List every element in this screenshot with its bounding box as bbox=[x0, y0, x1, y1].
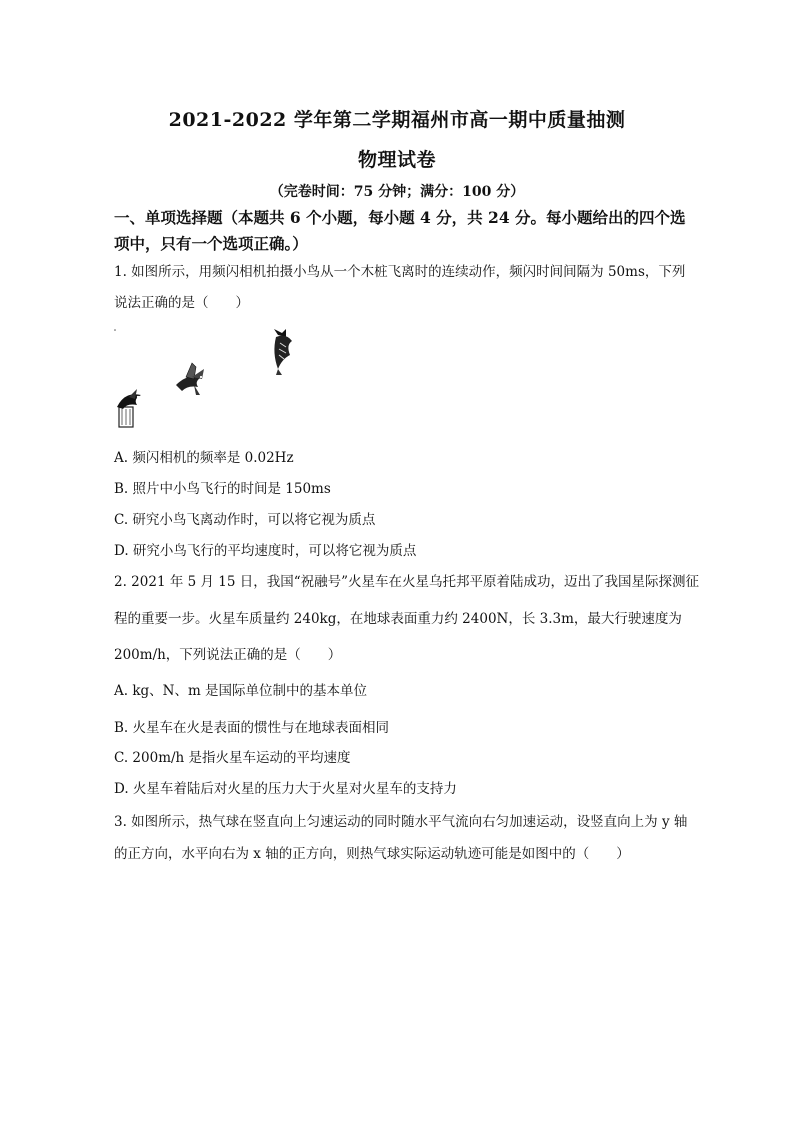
exam-meta: （完卷时间：75 分钟；满分：100 分） bbox=[269, 184, 525, 200]
section-heading: 一、单项选择题（本题共 6 个小题，每小题 4 分，共 24 分。每小题给出的四个选项中，只有一个选项正确。） bbox=[114, 208, 686, 253]
q1-option-a: A. 频闪相机的频率是 0.02Hz bbox=[114, 450, 294, 466]
q3-stem-line1: 3. 如图所示，热气球在竖直向上匀速运动的同时随水平气流向右匀加速运动，设竖直向上为 y 轴 bbox=[114, 814, 688, 830]
q2-option-b: B. 火星车在火是表面的惯性与在地球表面相同 bbox=[114, 720, 390, 736]
q2-stem-line1: 2. 2021 年 5 月 15 日，我国“祝融号”火星车在火星乌托邦平原着陆成功，迈出了我国星际探测征 bbox=[114, 574, 700, 590]
bird-mid-flight bbox=[176, 363, 204, 395]
q2-option-c: C. 200m/h 是指火星车运动的平均速度 bbox=[114, 750, 351, 766]
q2-stem-line3: 200m/h，下列说法正确的是（ ） bbox=[114, 647, 342, 663]
bird-flight-sequence-icon bbox=[112, 325, 312, 435]
bird-on-stump bbox=[117, 389, 141, 427]
q1-stem-line1: 1. 如图所示，用频闪相机拍摄小鸟从一个木桩飞离时的连续动作，频闪时间间隔为 50ms，下列 bbox=[114, 264, 686, 280]
exam-subtitle: 物理试卷 bbox=[357, 149, 436, 171]
q1-stem-line2: 说法正确的是（ ） bbox=[114, 295, 249, 311]
q1-option-c: C. 研究小鸟飞离动作时，可以将它视为质点 bbox=[114, 512, 376, 528]
q2-option-a: A. kg、N、m 是国际单位制中的基本单位 bbox=[114, 683, 368, 699]
q1-option-b: B. 照片中小鸟飞行的时间是 150ms bbox=[114, 481, 331, 497]
q1-option-d: D. 研究小鸟飞行的平均速度时，可以将它视为质点 bbox=[114, 543, 417, 559]
q2-stem-line2: 程的重要一步。火星车质量约 240kg，在地球表面重力约 2400N，长 3.3m，最大行驶速度为 bbox=[114, 611, 682, 627]
bird-flying-up bbox=[274, 329, 292, 375]
q3-stem-line2: 的正方向，水平向右为 x 轴的正方向，则热气球实际运动轨迹可能是如图中的（ ） bbox=[114, 846, 630, 862]
q2-option-d: D. 火星车着陆后对火星的压力大于火星对火星车的支持力 bbox=[114, 781, 457, 797]
exam-title: 2021-2022 学年第二学期福州市高一期中质量抽测 bbox=[168, 109, 626, 131]
